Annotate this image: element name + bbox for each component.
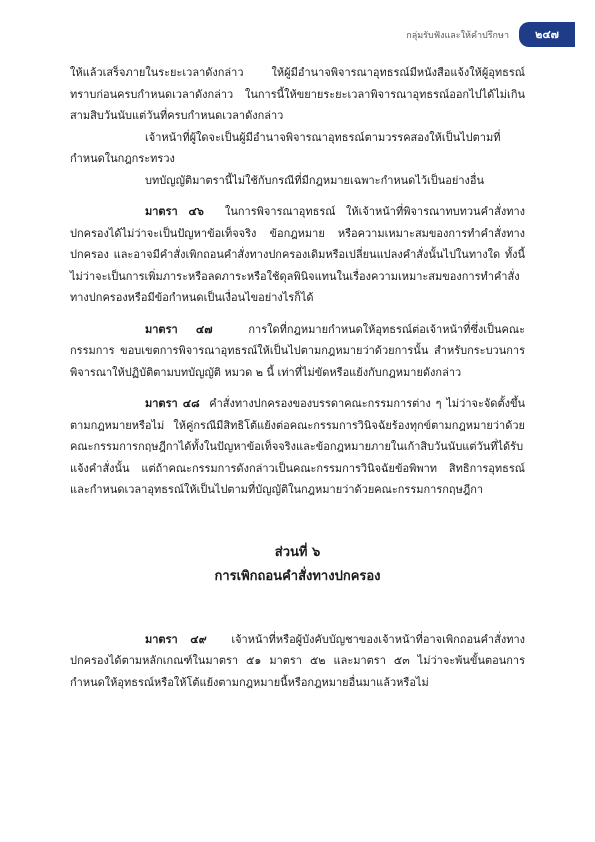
section-number: ส่วนที่ ๖: [274, 544, 321, 560]
article-49-label: มาตรา ๔๙: [145, 632, 207, 646]
article-48-text: คำสั่งทางปกครองของบรรดาคณะกรรมการต่าง ๆ ไม่ว่าจะจัดตั้งขึ้นตามกฎหมายหรือไม่ ให้คู่กรณีมีสิทธิโต้แย้งต่อคณะกรรมการวินิจฉัยร้องทุกข์ตามกฎหมายว่าด้วยคณะกรรมการกฤษฎีกาได้ทั้งในปัญหาข้อเท็จจริงและข้อกฎหมายภายในเก้าสิบวันนับแต่วันที่ได้รับแจ้งคำสั่งนั้น แต่ถ้าคณะกรรมการดังกล่าวเป็นคณะกรรมการวินิจฉัยข้อพิพาท สิทธิการอุทธรณ์และกำหนดเวลาอุทธรณ์ให้เป็นไปตามที่บัญญัติในกฎหมายว่าด้วยคณะกรรมการกฤษฎีกา: [70, 397, 525, 496]
document-body: [70, 62, 525, 693]
article-48-label: มาตรา ๔๘: [145, 397, 200, 410]
article-46-label: มาตรา ๔๖: [145, 205, 204, 218]
paragraph-continuation: ให้แล้วเสร็จภายในระยะเวลาดังกล่าว ให้ผู้มีอำนาจพิจารณาอุทธรณ์มีหนังสือแจ้งให้ผู้อุทธรณ์ทราบก่อนครบกำหนดเวลาดังกล่าว ในการนี้ให้ขยายระยะเวลาพิจารณาอุทธรณ์ออกไปได้ไม่เกินสามสิบวันนับแต่วันที่ครบกำหนดเวลาดังกล่าว: [70, 66, 525, 122]
page-number-badge: ๒๔๗: [519, 22, 575, 47]
article-48: [70, 393, 525, 501]
article-49-text: เจ้าหน้าที่หรือผู้บังคับบัญชาของเจ้าหน้าที่อาจเพิกถอนคำสั่งทางปกครองได้ตามหลักเกณฑ์ในมาตรา ๕๑ มาตรา ๕๒ และมาตรา ๕๓ ไม่ว่าจะพ้นขั้นตอนการกำหนดให้อุทธรณ์หรือให้โต้แย้งตามกฎหมายนี้หรือกฎหมายอื่นมาแล้วหรือไม่: [70, 632, 525, 689]
article-46-text: ในการพิจารณาอุทธรณ์ ให้เจ้าหน้าที่พิจารณาทบทวนคำสั่งทางปกครองได้ไม่ว่าจะเป็นปัญหาข้อเท็จจริง ข้อกฎหมาย หรือความเหมาะสมของการทำคำสั่งทางปกครอง และอาจมีคำสั่งเพิกถอนคำสั่งทางปกครองเดิมหรือเปลี่ยนแปลงคำสั่งนั้นไปในทางใด ทั้งนี้ ไม่ว่าจะเป็นการเพิ่มภาระหรือลดภาระหรือใช้ดุลพินิจแทนในเรื่องความเหมาะสมของการทำคำสั่งทางปกครองหรือมีข้อกำหนดเป็นเงื่อนไขอย่างไรก็ได้: [70, 205, 525, 304]
paragraph-authority: เจ้าหน้าที่ผู้ใดจะเป็นผู้มีอำนาจพิจารณาอุทธรณ์ตามวรรคสองให้เป็นไปตามที่กำหนดในกฎกระทรวง: [70, 130, 501, 165]
page-header: [406, 22, 575, 47]
article-47-label: มาตรา ๔๗: [145, 322, 213, 336]
article-47: [70, 319, 525, 384]
article-46: [70, 201, 525, 309]
article-49: [70, 629, 525, 694]
paragraph-exception: บทบัญญัติมาตรานี้ไม่ใช้กับกรณีที่มีกฎหมายเฉพาะกำหนดไว้เป็นอย่างอื่น: [145, 173, 485, 187]
header-title: กลุ่มรับฟังและให้คำปรึกษา: [406, 30, 509, 41]
section-title: การเพิกถอนคำสั่งทางปกครอง: [214, 568, 381, 584]
article-47-text: การใดที่กฎหมายกำหนดให้อุทธรณ์ต่อเจ้าหน้าที่ซึ่งเป็นคณะกรรมการ ขอบเขตการพิจารณาอุทธรณ์ให้เป็นไปตามกฎหมายว่าด้วยการนั้น สำหรับกระบวนการพิจารณาให้ปฏิบัติตามบทบัญญัติ หมวด ๒ นี้ เท่าที่ไม่ขัดหรือแย้งกับกฎหมายดังกล่าว: [70, 322, 525, 379]
